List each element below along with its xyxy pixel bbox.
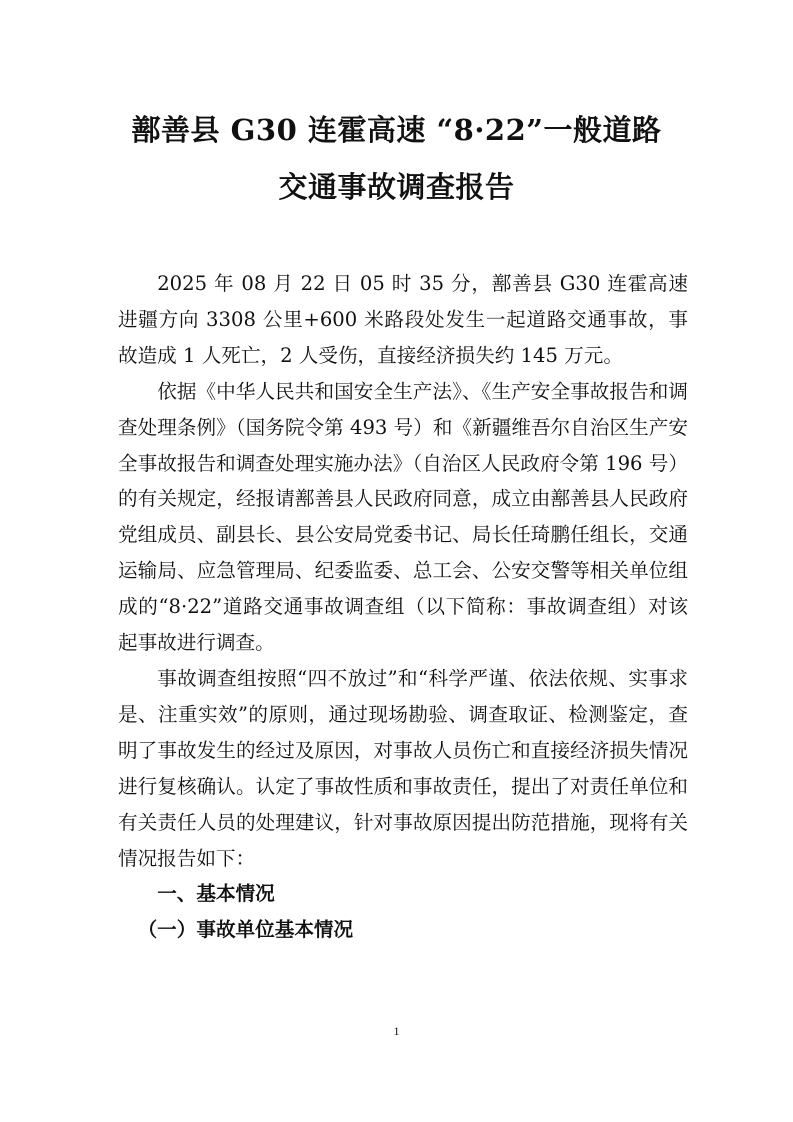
paragraph-intro: 2025 年 08 月 22 日 05 时 35 分，鄯善县 G30 连霍高速进疆方向 3308 公里+600 米路段处发生一起道路交通事故，事故造成 1 人死亡，2 人受伤，直接经济损失约 145 万元。: [118, 272, 688, 367]
subsection-heading-unit-info: （一）事故单位基本情况: [137, 918, 354, 942]
document-title-line2: 交通事故调查报告: [278, 170, 515, 204]
document-body: [118, 266, 688, 948]
paragraph-principles: 事故调查组按照“四不放过”和“科学严谨、依法依规、实事求是、注重实效”的原则，通过现场勘验、调查取证、检测鉴定，查明了事故发生的经过及原因，对事故人员伤亡和直接经济损失情况进行复核确认。认定了事故性质和事故责任，提出了对责任单位和有关责任人员的处理建议，针对事故原因提出防范措施，现将有关情况报告如下：: [118, 666, 688, 870]
section-heading-basic-info: 一、基本情况: [157, 882, 275, 906]
page-number: 1: [393, 1024, 400, 1038]
paragraph-basis: 依据《中华人民共和国安全生产法》、《生产安全事故报告和调查处理条例》（国务院令第 493 号）和《新疆维吾尔自治区生产安全事故报告和调查处理实施办法》（自治区人民政府令第 196 号）的有关规定，经报请鄯善县人民政府同意，成立由鄯善县人民政府党组成员、副县长、县公安局党委书记、局长任琦鹏任组长，交通运输局、应急管理局、纪委监委、总工会、公安交警等相关单位组成的“8·22”道路交通事故调查组（以下简称：事故调查组）对该起事故进行调查。: [118, 379, 688, 655]
document-title-line1: 鄯善县 G30 连霍高速 “8·22”一般道路: [131, 113, 662, 147]
